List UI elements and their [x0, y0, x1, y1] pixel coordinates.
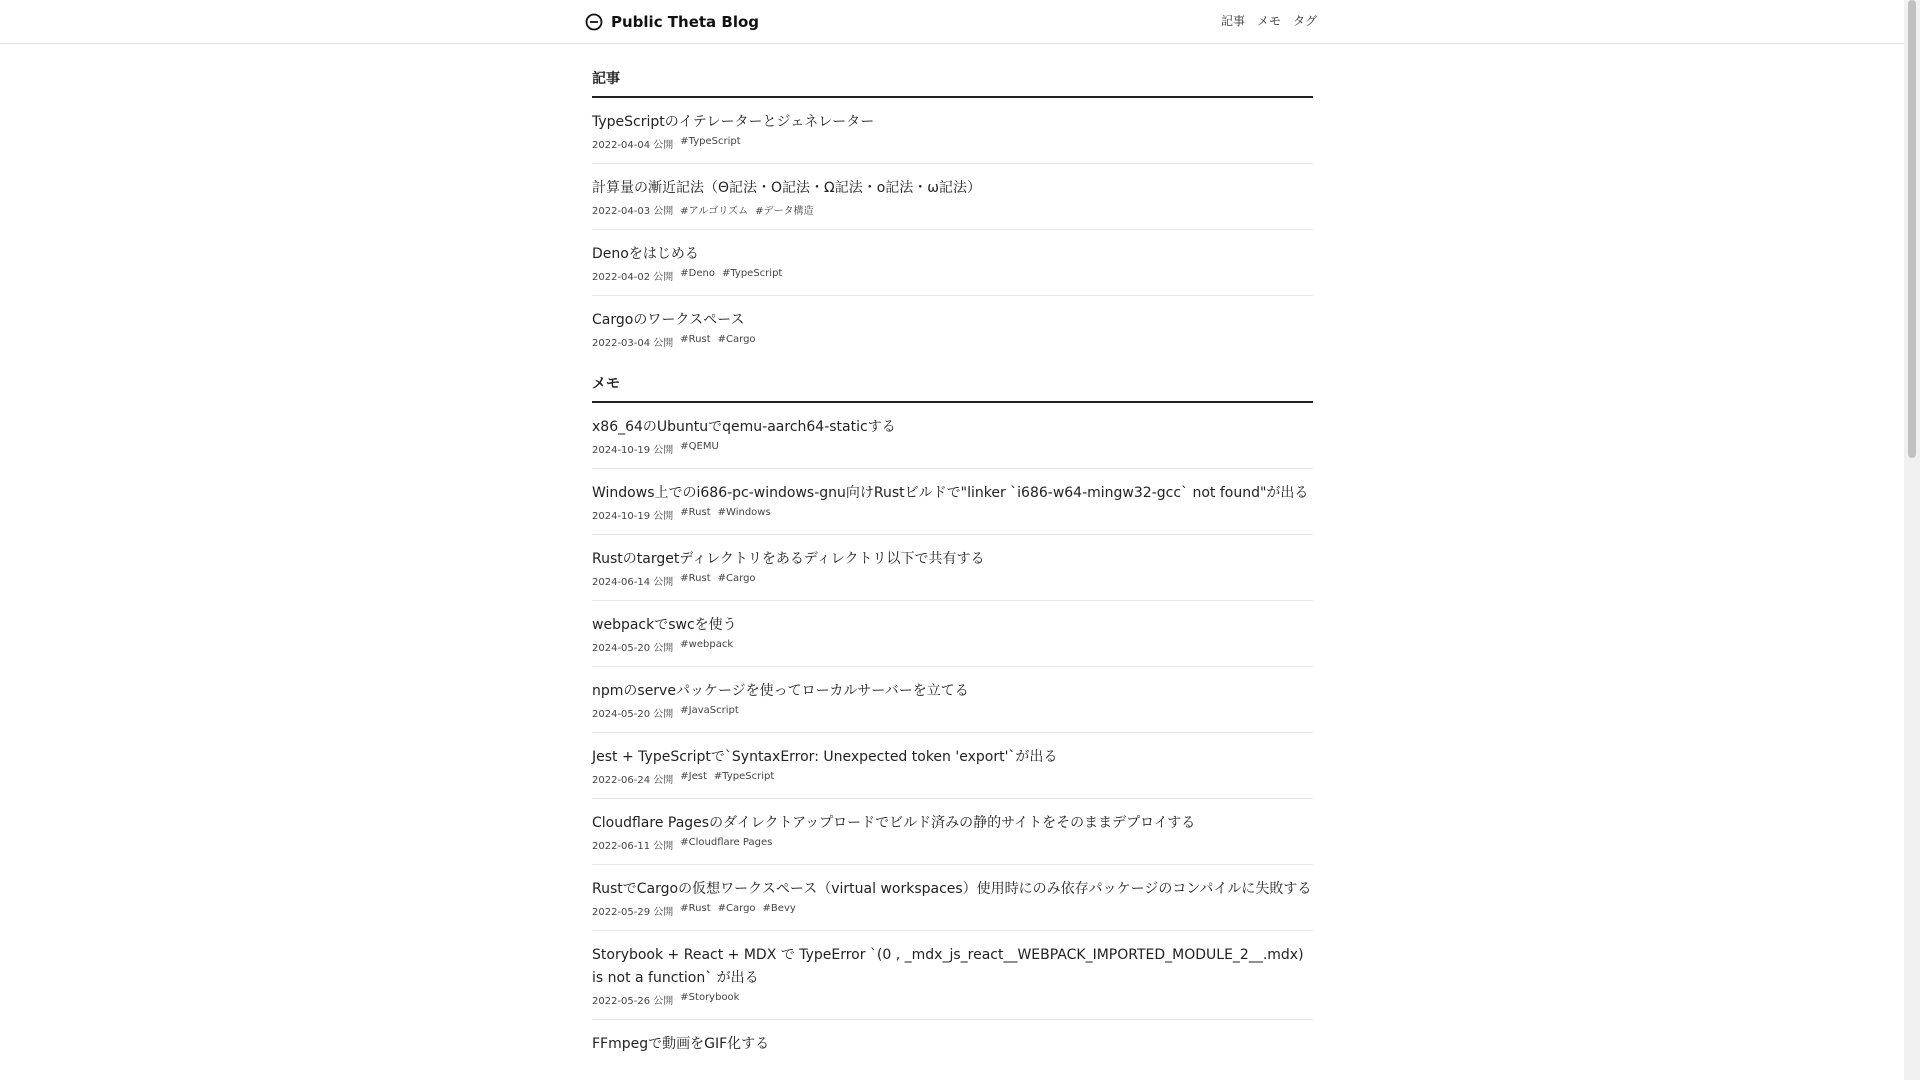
tag-link[interactable]: #Rust [680, 573, 711, 584]
tag-list [680, 202, 813, 217]
tag-link[interactable]: #JavaScript [680, 705, 739, 716]
articles-list [592, 98, 1313, 361]
tag-link[interactable]: #Deno [680, 268, 715, 279]
post-title-link[interactable]: TypeScriptのイテレーターとジェネレーター [592, 114, 875, 130]
tag-list [680, 507, 770, 522]
post-title-link[interactable]: RustでCargoの仮想ワークスペース（virtual workspaces）使用時にのみ依存パッケージのコンパイルに失敗する [592, 881, 1312, 897]
publish-date: 2022-04-02 公開 [592, 272, 674, 283]
memos-list [592, 403, 1313, 1068]
brand-title: Public Theta Blog [611, 13, 760, 31]
post-title-link[interactable]: Cargoのワークスペース [592, 312, 745, 328]
nav-tags[interactable]: タグ [1292, 14, 1317, 28]
main-nav [1221, 12, 1317, 29]
post-title-link[interactable]: x86_64のUbuntuでqemu-aarch64-staticする [592, 419, 896, 435]
post-meta [592, 639, 1313, 654]
publish-date: 2022-06-24 公開 [592, 775, 674, 786]
post-meta [592, 268, 1313, 283]
site-header [0, 0, 1904, 44]
publish-date: 2022-03-04 公開 [592, 338, 674, 349]
tag-list [680, 639, 733, 654]
post-title-link[interactable]: Jest + TypeScriptで`SyntaxError: Unexpected token 'export'`が出る [592, 749, 1058, 765]
list-item [592, 469, 1313, 535]
tag-link[interactable]: #webpack [680, 639, 734, 650]
list-item [592, 296, 1313, 361]
nav-articles[interactable]: 記事 [1220, 14, 1245, 28]
list-item [592, 1020, 1313, 1068]
post-title-link[interactable]: Storybook + React + MDX で TypeError `(0 , _mdx_js_react__WEBPACK_IMPORTED_MODULE_2__.mdx) is not a function` が出る [592, 947, 1304, 986]
nav-memos[interactable]: メモ [1256, 14, 1281, 28]
publish-date: 2024-05-20 公開 [592, 643, 674, 654]
articles-section [592, 56, 1313, 361]
publish-date: 2022-05-29 公開 [592, 907, 674, 918]
post-title-link[interactable]: Cloudflare Pagesのダイレクトアップロードでビルド済みの静的サイトをそのままデプロイする [592, 815, 1196, 831]
publish-date: 2022-06-11 公開 [592, 841, 674, 852]
tag-link[interactable]: #TypeScript [680, 136, 741, 147]
tag-link[interactable]: #Storybook [680, 992, 740, 1003]
post-title-link[interactable]: FFmpegで動画をGIF化する [592, 1036, 770, 1052]
post-meta [592, 771, 1313, 786]
tag-list [680, 136, 740, 151]
publish-date: 2022-04-03 公開 [592, 206, 674, 217]
tag-link[interactable]: #Cargo [717, 573, 756, 584]
tag-link[interactable]: #QEMU [680, 441, 719, 452]
post-title-link[interactable]: npmのserveパッケージを使ってローカルサーバーを立てる [592, 683, 969, 699]
tag-link[interactable]: #Cargo [717, 903, 756, 914]
tag-list [680, 837, 772, 852]
tag-link[interactable]: #アルゴリズム [680, 206, 749, 217]
list-item [592, 535, 1313, 601]
post-meta [592, 705, 1313, 720]
post-meta [592, 903, 1313, 918]
post-meta [592, 202, 1313, 217]
tag-link[interactable]: #TypeScript [721, 268, 783, 279]
list-item [592, 98, 1313, 164]
tag-list [680, 903, 795, 918]
list-item [592, 799, 1313, 865]
tag-link[interactable]: #Rust [680, 334, 711, 345]
scrollbar-thumb[interactable] [1908, 0, 1916, 458]
post-title-link[interactable]: Denoをはじめる [592, 246, 699, 262]
tag-list [680, 771, 774, 786]
memos-section [592, 361, 1313, 1068]
list-item [592, 230, 1313, 296]
tag-list [680, 334, 755, 349]
post-title-link[interactable]: webpackでswcを使う [592, 617, 737, 633]
tag-list [680, 573, 755, 588]
page-scrollbar[interactable] [1904, 0, 1920, 1080]
tag-list [680, 268, 782, 283]
publish-date: 2024-10-19 公開 [592, 445, 674, 456]
post-meta [592, 837, 1313, 852]
list-item [592, 164, 1313, 230]
tag-link[interactable]: #Windows [717, 507, 771, 518]
tag-link[interactable]: #Rust [680, 903, 711, 914]
brand-link[interactable] [585, 11, 759, 33]
tag-list [680, 992, 739, 1007]
tag-link[interactable]: #Jest [680, 771, 707, 782]
tag-link[interactable]: #データ構造 [755, 206, 814, 217]
tag-link[interactable]: #Cloudflare Pages [680, 837, 773, 848]
publish-date: 2022-04-04 公開 [592, 140, 674, 151]
publish-date: 2024-05-20 公開 [592, 709, 674, 720]
list-item [592, 601, 1313, 667]
articles-heading: 記事 [592, 56, 1313, 98]
list-item [592, 733, 1313, 799]
post-meta [592, 441, 1313, 456]
tag-link[interactable]: #TypeScript [713, 771, 775, 782]
publish-date: 2024-06-14 公開 [592, 577, 674, 588]
list-item [592, 931, 1313, 1020]
main-content [592, 56, 1313, 1068]
tag-link[interactable]: #Cargo [717, 334, 756, 345]
post-title-link[interactable]: Windows上でのi686-pc-windows-gnu向けRustビルドで"linker `i686-w64-mingw32-gcc` not found"が出る [592, 485, 1309, 501]
theta-logo-icon [585, 13, 603, 31]
list-item [592, 865, 1313, 931]
publish-date: 2024-10-19 公開 [592, 511, 674, 522]
post-meta [592, 573, 1313, 588]
list-item [592, 403, 1313, 469]
post-meta [592, 992, 1313, 1007]
post-meta [592, 507, 1313, 522]
publish-date: 2022-05-26 公開 [592, 996, 674, 1007]
list-item [592, 667, 1313, 733]
post-title-link[interactable]: Rustのtargetディレクトリをあるディレクトリ以下で共有する [592, 551, 985, 567]
post-title-link[interactable]: 計算量の漸近記法（Θ記法・O記法・Ω記法・o記法・ω記法） [592, 180, 982, 196]
post-meta [592, 136, 1313, 151]
tag-list [680, 705, 739, 720]
tag-link[interactable]: #Bevy [762, 903, 796, 914]
tag-link[interactable]: #Rust [680, 507, 711, 518]
tag-list [680, 441, 719, 456]
post-meta [592, 334, 1313, 349]
memos-heading: メモ [592, 361, 1313, 403]
